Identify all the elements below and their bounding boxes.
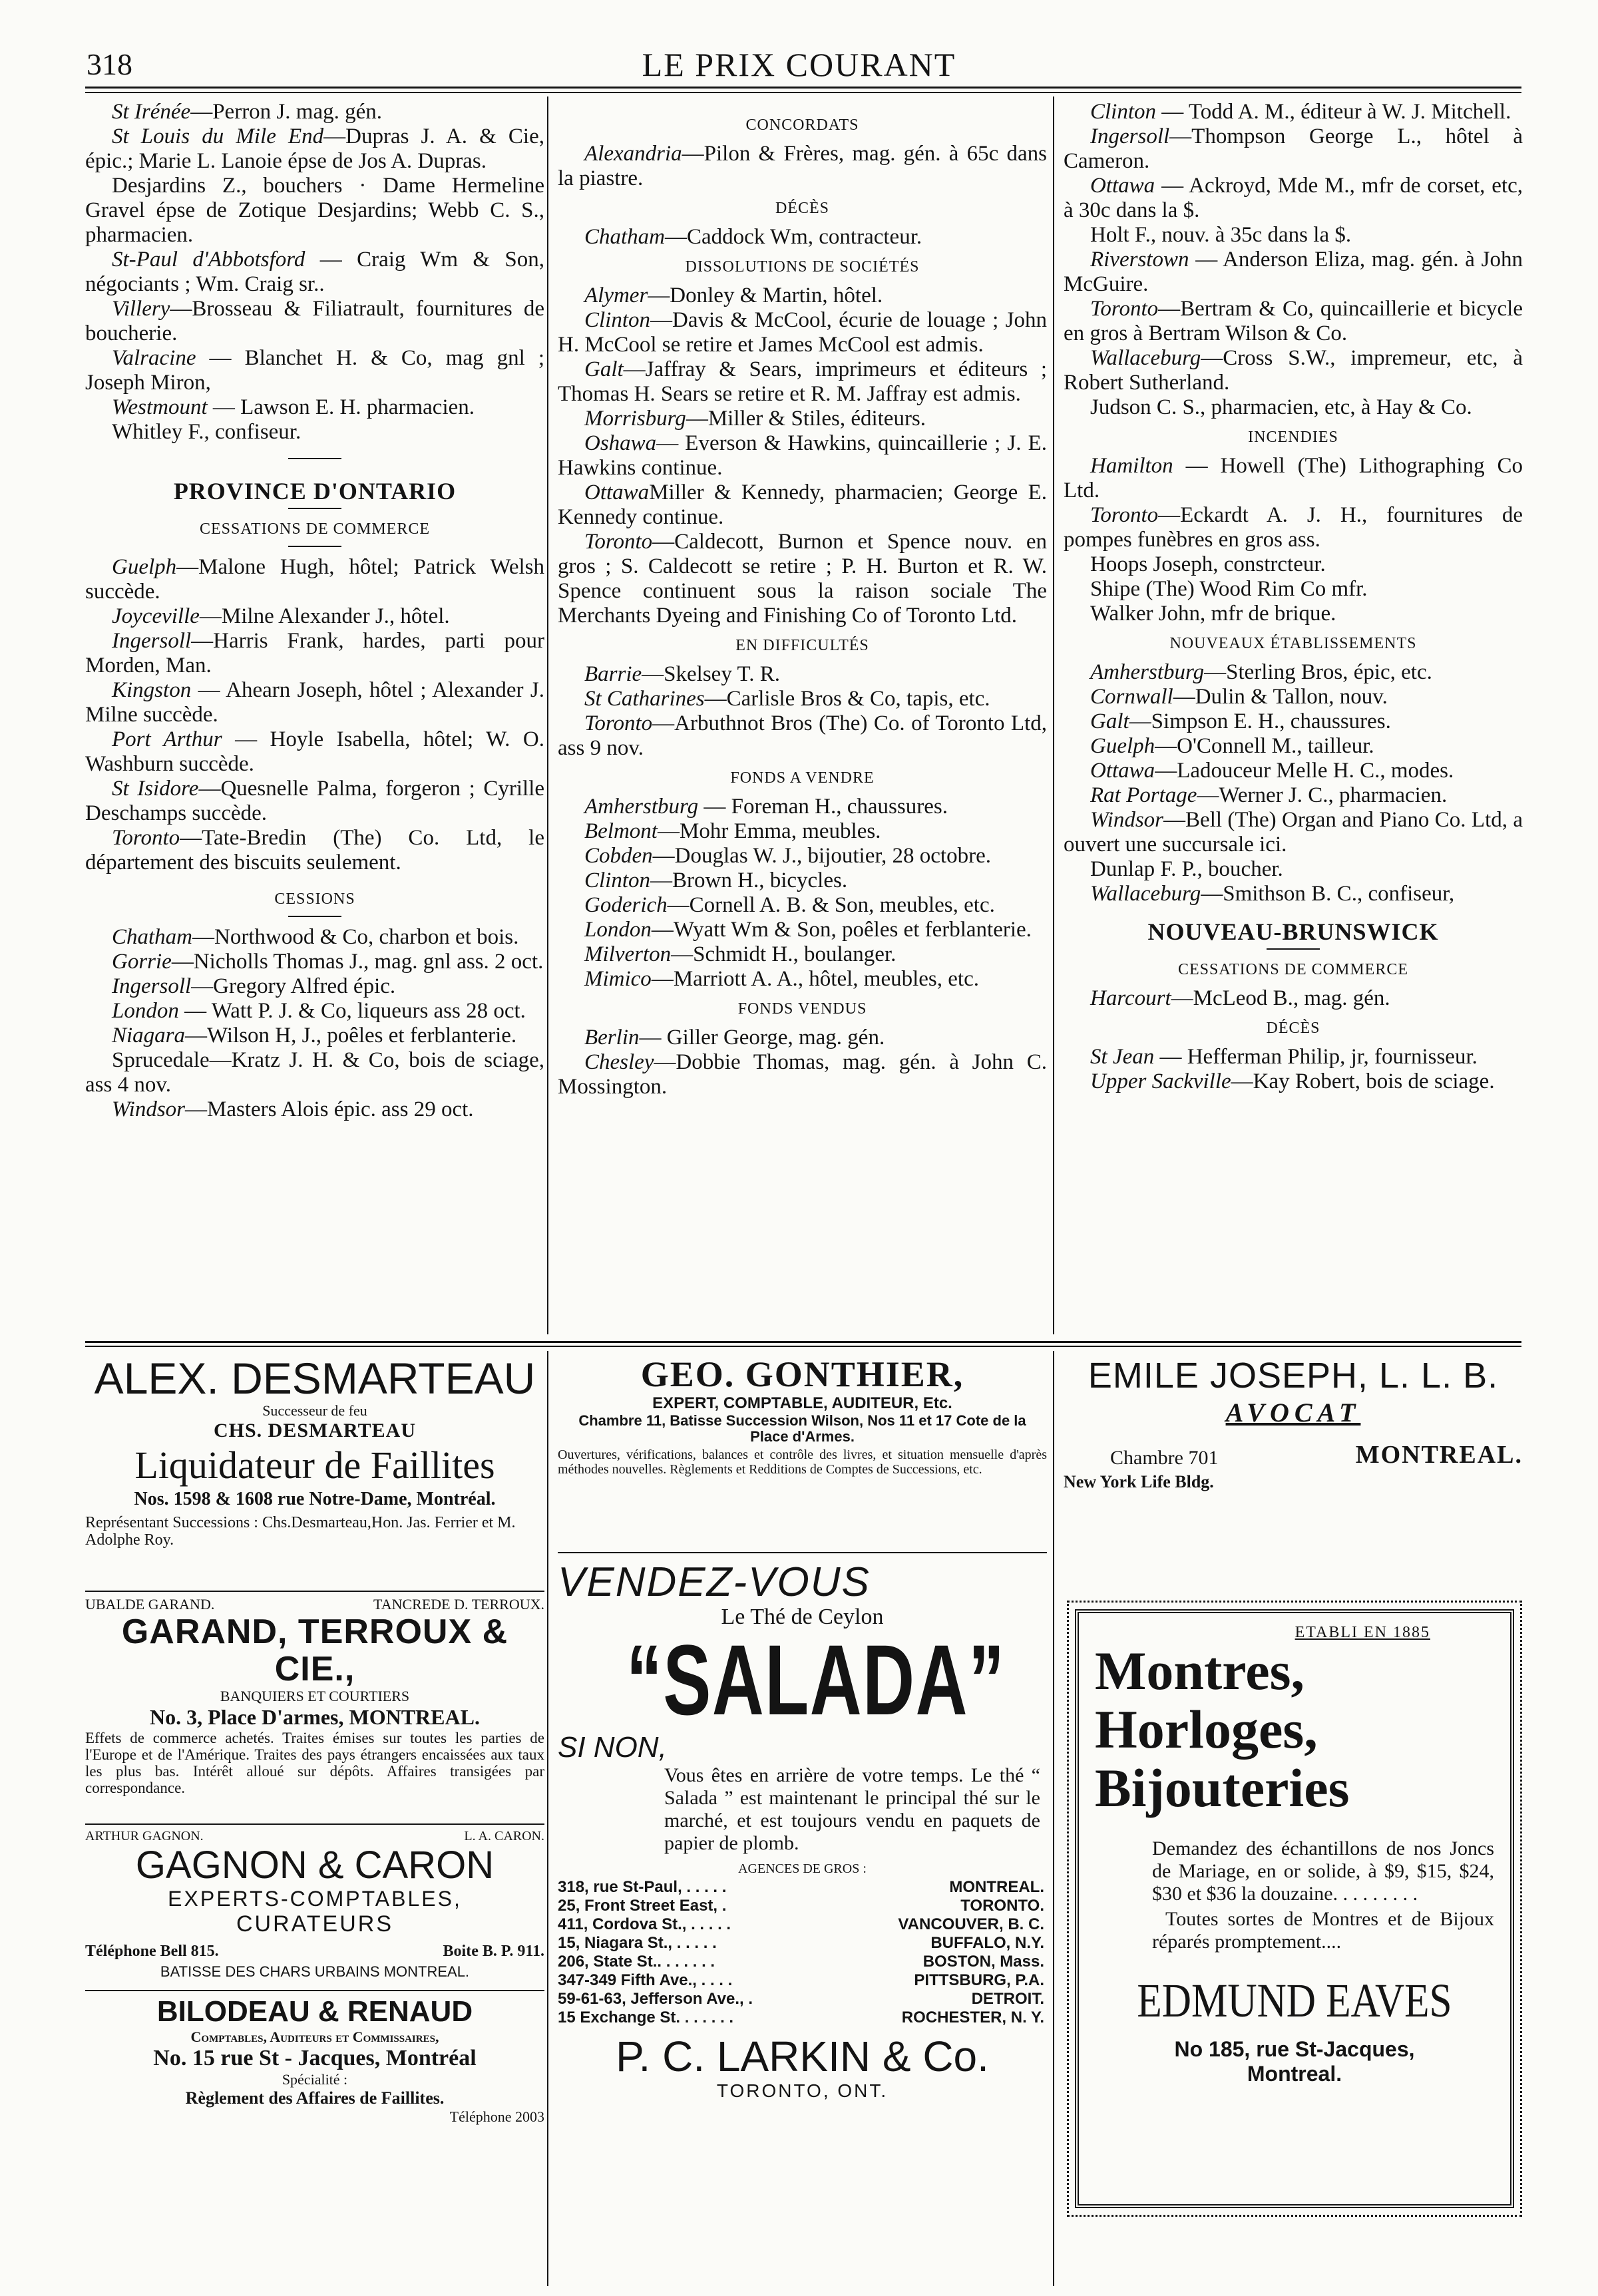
garand-name: GARAND, TERROUX & CIE., [121, 1613, 508, 1688]
ad-eaves [1075, 1609, 1514, 2208]
eaves-est: ETABLI EN 1885 [1295, 1624, 1430, 1641]
gonthier-address: Chambre 11, Batisse Succession Wilson, Nos 11 et 17 Cote de la Place d'Armes. [578, 1412, 1026, 1445]
entry: Hamilton — Howell (The) Lithographing Co Ltd. [1064, 454, 1523, 502]
section-rule-2 [85, 1346, 1521, 1347]
entry: Shipe (The) Wood Rim Co mfr. [1090, 577, 1368, 601]
entry: Morrisburg—Miller & Stiles, éditeurs. [584, 407, 926, 431]
entry: Joyceville—Milne Alexander J., hôtel. [112, 604, 450, 628]
salada-company: P. C. LARKIN & Co. [616, 2032, 989, 2080]
ad-rule [85, 1990, 544, 1991]
entry: Alexandria—Pilon & Frères, mag. gén. à 65c dans la piastre. [558, 142, 1047, 190]
column-2 [558, 100, 1047, 1099]
gagnon-name: GAGNON & CARON [135, 1843, 495, 1887]
salada-sub: Le Thé de Ceylon [721, 1605, 884, 1629]
short-divider [288, 458, 341, 459]
ad-gagnon [85, 1829, 544, 1981]
entry: London — Watt P. J. & Co, liqueurs ass 28 oct. [112, 999, 526, 1023]
entry: Windsor—Bell (The) Organ and Piano Co. Ltd, a ouvert une succursale ici. [1064, 808, 1523, 857]
entry: Harcourt—McLeod B., mag. gén. [1090, 986, 1390, 1010]
agent-row: 318, rue St-Paul, . . . . . MONTREAL. [558, 1878, 1044, 1896]
subsection-title: CESSATIONS DE COMMERCE [199, 520, 431, 538]
joseph-chamber: Chambre 701 [1110, 1447, 1219, 1469]
bilodeau-address: No. 15 rue St - Jacques, Montréal [153, 2046, 477, 2070]
entry: Galt—Simpson E. H., chaussures. [1090, 709, 1391, 733]
header-rule [85, 87, 1521, 89]
entry: Amherstburg — Foreman H., chaussures. [584, 795, 948, 819]
subsection-title: CESSATIONS DE COMMERCE [1177, 961, 1409, 978]
eaves-line2: Horloges, [1095, 1699, 1318, 1760]
entry: Gorrie—Nicholls Thomas J., mag. gnl ass. 2 oct. [112, 950, 544, 974]
entry: Kingston — Ahearn Joseph, hôtel ; Alexander J. Milne succède. [85, 678, 544, 727]
entry: OttawaMiller & Kennedy, pharmacien; George E. Kennedy continue. [558, 480, 1047, 529]
ad-desmarteau [85, 1354, 544, 1549]
short-divider [288, 916, 341, 917]
entry: Chatham—Caddock Wm, contracteur. [584, 225, 922, 249]
section-title-brunswick: NOUVEAU-BRUNSWICK [1147, 918, 1439, 945]
entry: Whitley F., confiseur. [112, 420, 301, 444]
subsection-title: INCENDIES [1248, 429, 1338, 446]
entry: Riverstown — Anderson Eliza, mag. gén. à John McGuire. [1064, 248, 1523, 296]
bilodeau-phone: Téléphone 2003 [449, 2108, 544, 2125]
gagnon-partners [85, 1829, 544, 1844]
entry: St-Paul d'Abbotsford — Craig Wm & Son, négociants ; Wm. Craig sr.. [85, 248, 545, 296]
agent-row: 15, Niagara St., . . . . . BUFFALO, N.Y. [558, 1934, 1044, 1952]
ad-divider [547, 1351, 548, 2286]
joseph-building: New York Life Bldg. [1064, 1472, 1214, 1491]
gonthier-text: Ouvertures, vérifications, balances et contrôle des livres, et situation mensuelle d'après méthodes nouvelles. Règlements et Redditions de Comptes de Successions, etc. [558, 1447, 1047, 1477]
gagnon-phone: Téléphone Bell 815. [85, 1943, 219, 1960]
subsection-title: FONDS A VENDRE [730, 769, 875, 787]
desmarteau-address: Nos. 1598 & 1608 rue Notre-Dame, Montréal. [134, 1489, 496, 1509]
entry: Ingersoll—Harris Frank, hardes, parti pour Morden, Man. [85, 629, 544, 677]
entry: Cornwall—Dulin & Tallon, nouv. [1090, 685, 1388, 709]
eaves-city: Montreal. [1247, 2062, 1342, 2086]
desmarteau-name: ALEX. DESMARTEAU [94, 1354, 536, 1403]
entry: Port Arthur — Hoyle Isabella, hôtel; W. O. Washburn succède. [85, 727, 544, 776]
subsection-title: FONDS VENDUS [737, 1000, 867, 1018]
entry: Clinton—Brown H., bicycles. [584, 868, 848, 892]
entry: Toronto—Tate-Bredin (The) Co. Ltd, le département des biscuits seulement. [85, 826, 544, 874]
entry: Oshawa— Everson & Hawkins, quincaillerie ; J. E. Hawkins continue. [558, 431, 1047, 480]
bilodeau-sub: Comptables, Auditeurs et Commissaires, [190, 2028, 439, 2045]
agent-row: 59-61-63, Jefferson Ave., . DETROIT. [558, 1990, 1044, 2008]
entry: Ingersoll—Gregory Alfred épic. [112, 974, 396, 998]
gagnon-building: BATISSE DES CHARS URBAINS MONTREAL. [160, 1963, 470, 1980]
joseph-city: MONTREAL. [1355, 1441, 1523, 1469]
entry: Toronto—Eckardt A. J. H., fournitures de pompes funèbres en gros ass. [1064, 503, 1523, 552]
entry: Upper Sackville—Kay Robert, bois de sciage. [1090, 1069, 1495, 1093]
joseph-address [1064, 1440, 1523, 1469]
entry: St Irénée—Perron J. mag. gén. [112, 100, 382, 124]
entry: St Louis du Mile End—Dupras J. A. & Cie, épic.; Marie L. Lanoie épse de Jos A. Dupras. [85, 124, 544, 173]
garand-partner-1: UBALDE GARAND. [85, 1596, 215, 1613]
gagnon-partner-1: ARTHUR GAGNON. [85, 1829, 204, 1843]
section-rule [85, 1341, 1521, 1343]
entry: Westmount — Lawson E. H. pharmacien. [112, 395, 475, 419]
entry: Guelph—O'Connell M., tailleur. [1090, 734, 1374, 758]
garand-text: Effets de commerce achetés. Traites émises sur toutes les parties de l'Europe et de l'Amérique. Traites des pays étrangers encaissées aux taux les plus bas. Intérêt alloué sur dépôts. Affaires transigées par correspondance. [85, 1730, 544, 1796]
entry: Milverton—Schmidt H., boulanger. [584, 942, 897, 966]
entry: Belmont—Mohr Emma, meubles. [584, 819, 881, 843]
salada-text: Vous êtes en arrière de votre temps. Le thé “ Salada ” est maintenant le principal thé sur le marché, et est toujours vendu en paquets de papier de plomb. [664, 1764, 1040, 1854]
short-divider [1267, 948, 1320, 950]
ad-divider [1053, 1351, 1054, 2286]
ad-bilodeau [85, 1995, 544, 2126]
salada-city: TORONTO, ONT. [716, 2080, 889, 2101]
eaves-address: No 185, rue St-Jacques, [1174, 2037, 1415, 2061]
eaves-text1: Demandez des échantillons de nos Joncs de Mariage, en or solide, à $9, $15, $24, $30 et $36 la douzaine. . . . . . . . . [1152, 1837, 1494, 1905]
entry: Toronto—Arbuthnot Bros (The) Co. of Toronto Ltd, ass 9 nov. [558, 711, 1047, 760]
entry: Windsor—Masters Alois épic. ass 29 oct. [112, 1097, 474, 1121]
entry: Wallaceburg—Cross S.W., impremeur, etc, à Robert Sutherland. [1064, 346, 1523, 395]
ad-salada [558, 1561, 1047, 2102]
subsection-title: DÉCÈS [1266, 1020, 1320, 1037]
entry: St Isidore—Quesnelle Palma, forgeron ; Cyrille Deschamps succède. [85, 777, 545, 825]
gagnon-contact [85, 1943, 544, 1961]
ad-gonthier [558, 1354, 1047, 1477]
page-number: 318 [87, 47, 132, 81]
garand-sub: BANQUIERS ET COURTIERS [220, 1688, 410, 1704]
eaves-line3: Bijouteries [1095, 1758, 1350, 1818]
entry: Holt F., nouv. à 35c dans la $. [1090, 223, 1352, 247]
entry: Goderich—Cornell A. B. & Son, meubles, etc. [584, 893, 995, 917]
agent-row: 206, State St.. . . . . . . BOSTON, Mass. [558, 1953, 1044, 1971]
joseph-title: AVOCAT [1225, 1398, 1361, 1428]
short-divider [288, 546, 341, 547]
page-title: LE PRIX COURANT [642, 46, 956, 83]
salada-brand: “SALADA” [626, 1624, 1006, 1736]
entry: Sprucedale—Kratz J. H. & Co, bois de sciage, ass 4 nov. [85, 1048, 544, 1097]
entry: Ottawa — Ackroyd, Mde M., mfr de corset, etc, à 30c dans la $. [1064, 174, 1523, 222]
subsection-title: EN DIFFICULTÉS [735, 637, 869, 654]
gagnon-box: Boite B. P. 911. [443, 1943, 544, 1960]
entry: Galt—Jaffray & Sears, imprimeurs et éditeurs ; Thomas H. Sears se retire et R. M. Jaffray est admis. [558, 357, 1047, 406]
garand-partners [85, 1596, 544, 1613]
garand-partner-2: TANCREDE D. TERROUX. [373, 1596, 544, 1613]
agent-row: 411, Cordova St., . . . . . VANCOUVER, B. C. [558, 1915, 1044, 1933]
bilodeau-spec: Règlement des Affaires de Faillites. [185, 2088, 445, 2108]
agent-row: 15 Exchange St. . . . . . . ROCHESTER, N. Y. [558, 2009, 1044, 2026]
gonthier-sub: EXPERT, COMPTABLE, AUDITEUR, Etc. [652, 1394, 952, 1412]
entry: Hoops Joseph, constrcteur. [1090, 552, 1326, 576]
eaves-name: EDMUND EAVES [1137, 1974, 1452, 2027]
entry: Cobden—Douglas W. J., bijoutier, 28 octobre. [584, 844, 991, 868]
entry: Desjardins Z., bouchers · Dame Hermeline Gravel épse de Zotique Desjardins; Webb C. S., pharmacien. [85, 174, 544, 247]
column-divider [547, 96, 548, 1334]
gagnon-sub1: EXPERTS-COMPTABLES, [168, 1887, 462, 1911]
ad-rule [85, 1823, 544, 1825]
bilodeau-spec-label: Spécialité : [282, 2071, 348, 2088]
column-divider [1053, 96, 1054, 1334]
joseph-name: EMILE JOSEPH, L. L. B. [1088, 1356, 1499, 1396]
column-3 [1064, 100, 1523, 1094]
ad-rule [558, 1552, 1047, 1553]
entry: Barrie—Skelsey T. R. [584, 662, 780, 686]
salada-headline: VENDEZ-VOUS [558, 1559, 871, 1605]
ad-rule [85, 1591, 544, 1592]
entry: St Jean — Hefferman Philip, jr, fournisseur. [1090, 1045, 1478, 1069]
agent-row: 347-349 Fifth Ave., . . . . PITTSBURG, P.A. [558, 1971, 1044, 1989]
eaves-line1: Montres, [1095, 1640, 1305, 1701]
desmarteau-trade: Liquidateur de Faillites [134, 1443, 495, 1487]
subsection-title: DÉCÈS [775, 200, 829, 217]
header-rule-2 [85, 92, 1521, 93]
entry: St Catharines—Carlisle Bros & Co, tapis, etc. [584, 687, 990, 711]
entry: Chatham—Northwood & Co, charbon et bois. [112, 925, 519, 949]
entry: Toronto—Bertram & Co, quincaillerie et bicycle en gros à Bertram Wilson & Co. [1064, 297, 1523, 345]
desmarteau-successor: Successeur de feu [262, 1402, 367, 1419]
eaves-text2: Toutes sortes de Montres et de Bijoux réparés promptement.... [1152, 1908, 1494, 1953]
entry: Clinton — Todd A. M., éditeur à W. J. Mitchell. [1090, 100, 1511, 124]
entry: Berlin— Giller George, mag. gén. [584, 1026, 885, 1050]
gagnon-sub2: CURATEURS [236, 1911, 394, 1937]
entry: Clinton—Davis & McCool, écurie de louage ; John H. McCool se retire et James McCool est admis. [558, 308, 1047, 357]
entry: Guelph—Malone Hugh, hôtel; Patrick Welsh succède. [85, 555, 544, 604]
salada-agents-title: AGENCES DE GROS : [738, 1861, 867, 1876]
desmarteau-former: CHS. DESMARTEAU [214, 1420, 416, 1441]
entry: Chesley—Dobbie Thomas, mag. gén. à John C. Mossington. [558, 1050, 1047, 1099]
subsection-title: NOUVEAUX ÉTABLISSEMENTS [1169, 635, 1417, 652]
short-divider [288, 508, 341, 509]
ad-joseph [1064, 1354, 1523, 1492]
entry: Judson C. S., pharmacien, etc, à Hay & Co. [1090, 395, 1472, 419]
entry: Ottawa—Ladouceur Melle H. C., modes. [1090, 759, 1454, 783]
desmarteau-rep: Représentant Successions : Chs.Desmarteau,Hon. Jas. Ferrier et M. Adolphe Roy. [85, 1514, 516, 1549]
gonthier-name: GEO. GONTHIER, [640, 1354, 964, 1394]
ad-garand [85, 1596, 544, 1796]
subsection-title: DISSOLUTIONS DE SOCIÉTÉS [685, 258, 920, 276]
salada-sinon: SI NON, [558, 1731, 667, 1764]
entry: Toronto—Caldecott, Burnon et Spence nouv. en gros ; S. Caldecott se retire ; P. H. Burton et R. W. Spence continuent sous la raison sociale The Merchants Dyeing and Finishing Co of Toronto Ltd. [558, 530, 1047, 628]
entry: Dunlap F. P., boucher. [1090, 857, 1283, 881]
entry: Walker John, mfr de brique. [1090, 602, 1336, 626]
subsection-title: CESSIONS [274, 890, 355, 908]
garand-address: No. 3, Place D'armes, MONTREAL. [150, 1705, 480, 1729]
bilodeau-name: BILODEAU & RENAUD [156, 1995, 473, 2028]
entry: Rat Portage—Werner J. C., pharmacien. [1090, 783, 1448, 807]
entry: Ingersoll—Thompson George L., hôtel à Cameron. [1064, 124, 1523, 173]
entry: Niagara—Wilson H, J., poêles et ferblanterie. [112, 1024, 517, 1048]
entry: Wallaceburg—Smithson B. C., confiseur, [1090, 882, 1455, 906]
entry: Amherstburg—Sterling Bros, épic, etc. [1090, 660, 1432, 684]
quebec-entries [85, 100, 544, 445]
entry: Villery—Brosseau & Filiatrault, fournitures de boucherie. [85, 297, 544, 345]
agent-row: 25, Front Street East, . TORONTO. [558, 1897, 1044, 1915]
column-1 [85, 100, 544, 1122]
subsection-title: CONCORDATS [745, 116, 859, 134]
gagnon-partner-2: L. A. CARON. [464, 1829, 544, 1843]
entry: Mimico—Marriott A. A., hôtel, meubles, etc. [584, 967, 979, 991]
entry: Alymer—Donley & Martin, hôtel. [584, 284, 883, 307]
entry: Valracine — Blanchet H. & Co, mag gnl ; Joseph Miron, [85, 346, 544, 395]
section-title-ontario: PROVINCE D'ONTARIO [173, 478, 457, 504]
salada-agents-table [558, 1878, 1044, 2027]
entry: London—Wyatt Wm & Son, poêles et ferblanterie. [584, 918, 1032, 942]
